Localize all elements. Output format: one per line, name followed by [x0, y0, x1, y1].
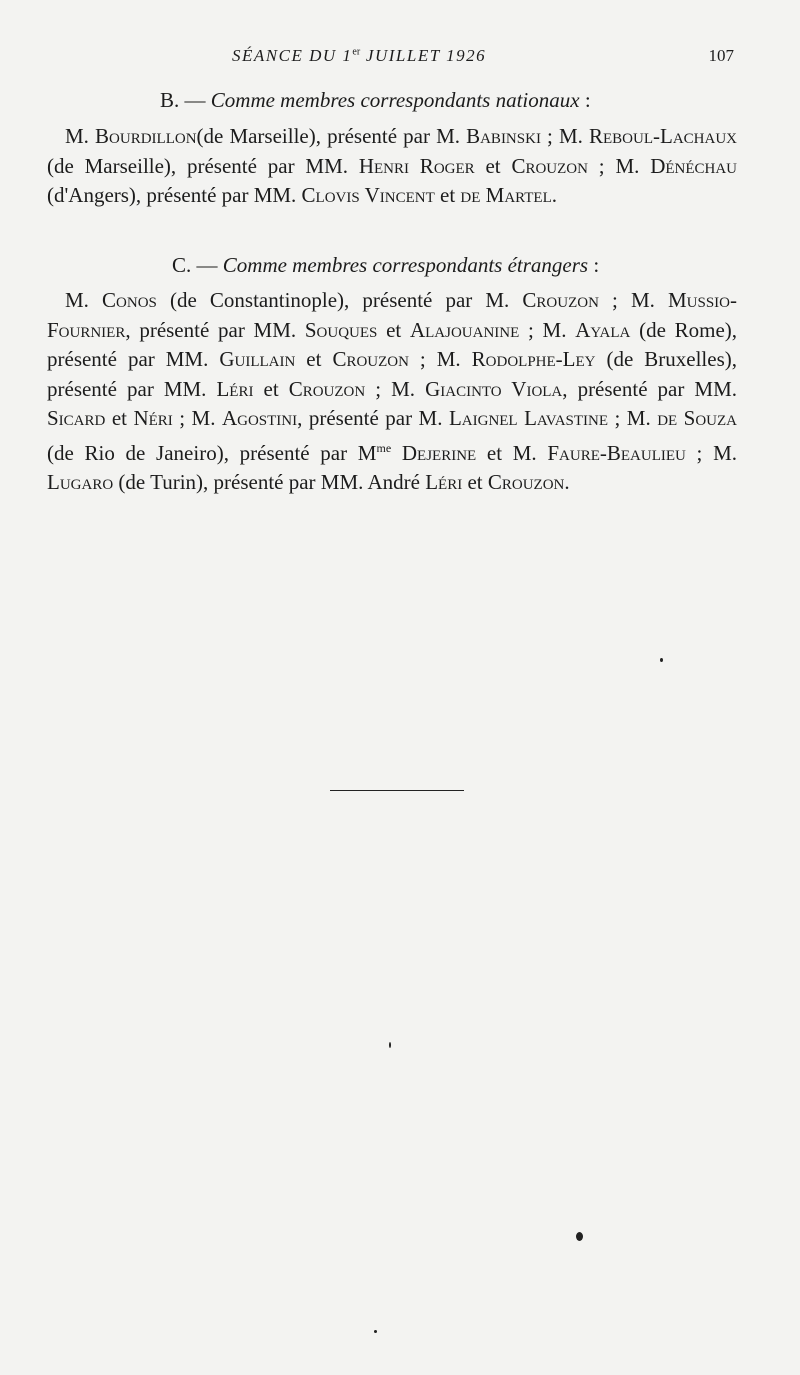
text-run: ; M. [540, 124, 589, 148]
text-run: et [295, 347, 333, 371]
running-head [0, 46, 800, 72]
text-run: et M. [476, 440, 548, 465]
person-name: Reboul-Lachaux [589, 124, 737, 148]
ink-speck [660, 658, 663, 662]
text-run: ; M. [685, 440, 738, 465]
text-run: (de Constantinople), présenté par M. [156, 288, 523, 312]
person-name: Crouzon [522, 288, 599, 312]
section-c-paragraph [47, 286, 737, 498]
section-c-heading-suffix: : [588, 253, 600, 277]
section-c-heading-prefix: C. — [172, 253, 223, 277]
person-name: Laignel Lavastine [448, 406, 609, 430]
person-name: Dénéchau [650, 153, 738, 178]
person-name: Guillain [219, 347, 296, 371]
running-head-title-sup: er [352, 46, 361, 58]
text-run [391, 441, 402, 465]
person-name: Sicard [47, 406, 106, 430]
person-name: Néri [133, 406, 173, 430]
person-name: Faure-Beaulieu [547, 440, 686, 465]
section-b-heading-prefix: B. — [160, 88, 211, 112]
section-b-heading-suffix: : [579, 88, 591, 112]
text-run: M. [65, 288, 103, 312]
text-run: et [377, 317, 410, 342]
person-name: Agostini [221, 406, 298, 430]
section-c-heading-title: Comme membres correspondants étrangers [222, 253, 589, 277]
section-b-paragraph [47, 122, 737, 211]
person-name: Léri [216, 376, 254, 401]
person-name: Crouzon [487, 470, 565, 494]
text-run: ; M. [172, 406, 222, 430]
person-name: Rodolphe-Ley [471, 347, 596, 371]
text-run: (de Marseille), présenté par MM. [47, 153, 359, 178]
person-name: Léri [425, 470, 463, 494]
text-run: et [253, 376, 289, 401]
superscript: me [376, 440, 392, 455]
text-run: , présenté par MM. [125, 317, 305, 342]
text-run: ; M. [365, 376, 426, 401]
person-name: Giacinto Viola [425, 376, 563, 401]
running-head-title-start: SÉANCE DU 1 [232, 46, 353, 65]
text-run: et [434, 183, 461, 207]
page-number: 107 [708, 46, 734, 65]
text-run: (d'Angers), présenté par MM. [47, 183, 302, 207]
person-name: Ayala [575, 317, 631, 342]
text-run: (de Turin), présenté par MM. André [113, 470, 426, 494]
ink-speck [374, 1330, 377, 1333]
end-rule [330, 790, 464, 791]
text-run: (de Rome), présenté par MM. [47, 317, 738, 371]
person-name: de Souza [657, 406, 738, 430]
section-c-heading [172, 253, 599, 278]
running-head-title-end: JUILLET 1926 [360, 46, 487, 65]
person-name: Conos [102, 288, 157, 312]
person-name: Crouzon [511, 153, 588, 178]
person-name: de Martel [460, 183, 552, 207]
text-run: et [105, 406, 134, 430]
text-run: ; M. [519, 317, 576, 342]
person-name: Mussio-Fournier [47, 288, 737, 342]
text-run: et [474, 153, 512, 178]
section-b-heading [160, 88, 591, 113]
text-run: et [462, 470, 488, 494]
text-run: , présenté par MM. [562, 376, 738, 401]
text-run: (de Marseille), présenté par M. [196, 124, 467, 148]
text-run: ; M. [408, 347, 472, 371]
person-name: Bourdillon [95, 124, 197, 148]
person-name: Lugaro [47, 470, 114, 494]
ink-speck [576, 1232, 583, 1241]
person-name: Crouzon [332, 347, 409, 371]
ink-speck [389, 1042, 391, 1048]
person-name: Clovis Vincent [301, 183, 435, 207]
text-run: . [564, 470, 570, 494]
person-name: Alajouanine [409, 317, 520, 342]
person-name: Crouzon [288, 376, 366, 401]
text-run: (de Rio de Janeiro), présenté par M [47, 440, 377, 465]
text-run: M. [65, 124, 96, 148]
text-run: . [551, 183, 557, 207]
section-b-heading-title: Comme membres correspondants nationaux [210, 88, 580, 112]
text-run: , présenté par M. [297, 406, 449, 430]
person-name: Souques [304, 317, 378, 342]
person-name: Henri Roger [358, 153, 475, 178]
text-run: ; M. [587, 153, 651, 178]
person-name: Babinski [466, 124, 541, 148]
text-run: ; M. [608, 406, 658, 430]
text-run: ; M. [598, 288, 668, 312]
text-run: (de Bruxelles), présenté par MM. [47, 347, 738, 401]
person-name: Dejerine [401, 440, 477, 465]
running-head-title [232, 46, 486, 66]
